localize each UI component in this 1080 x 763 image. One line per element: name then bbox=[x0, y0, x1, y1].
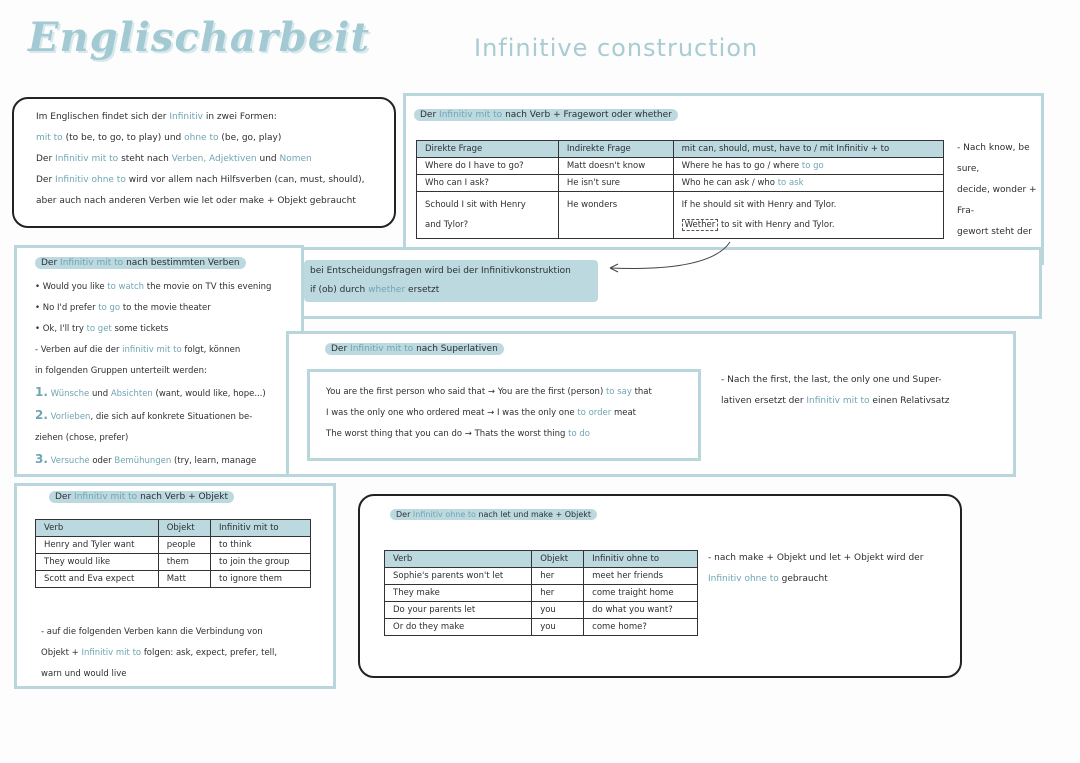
superlatives-heading: Der Infinitiv mit to nach Superlativen bbox=[325, 344, 504, 354]
verb-object-box bbox=[14, 483, 336, 689]
let-make-box bbox=[358, 494, 962, 678]
table-row: Schould I sit with Henry and Tylor? He wonders If he should sit with Henry and Tylor. Wether to sit with Henry and Tylor. bbox=[417, 192, 944, 239]
object-table: Verb Objekt Infinitiv mit to Henry and Tyler want people to think They would like them to join the group Scott and Eva expect Matt to ignore them bbox=[35, 519, 311, 588]
table-row: Where do I have to go? Matt doesn't know Where he has to go / where to go bbox=[417, 158, 944, 175]
verbs-heading: Der Infinitiv mit to nach bestimmten Verben bbox=[35, 258, 246, 268]
object-heading: Der Infinitiv mit to nach Verb + Objekt bbox=[49, 492, 234, 502]
letmake-heading: Der Infinitiv ohne to nach let und make + Objekt bbox=[390, 510, 597, 519]
table-row: Henry and Tyler want people to think bbox=[36, 537, 311, 554]
page-subtitle: Infinitive construction bbox=[474, 34, 759, 62]
certain-verbs-box: Der Infinitiv mit to nach bestimmten Verben • Would you like to watch the movie on TV this evening • No I'd prefer to go to the movie theater • Ok, I'll try to get some tickets - Verben auf die der infinitiv mit to folgt, können in folgenden Gruppen unterteilt werden: 1. Wünsche und Absichten (want, would like, hope...) 2. Vorlieben, die sich auf konkrete Situationen be- ziehen (chose, prefer) 3. Versuche oder Bemühungen (try, learn, manage bbox=[14, 245, 304, 477]
letmake-note: - nach make + Objekt und let + Objekt wird der Infinitiv ohne to gebraucht bbox=[708, 553, 924, 584]
object-note: - auf die folgenden Verben kann die Verbindung von Objekt + Infinitiv mit to folgen: ask, expect, prefer, tell, warn und would live bbox=[41, 627, 278, 679]
table-row: They would like them to join the group bbox=[36, 554, 311, 571]
questions-note: - Nach know, be sure, decide, wonder + Fra- gewort steht der bbox=[957, 143, 1037, 237]
page-title: Englischarbeit bbox=[28, 14, 370, 61]
table-row: Do your parents let you do what you want? bbox=[385, 602, 698, 619]
superlatives-note: - Nach the first, the last, the only one und Super- lativen ersetzt der Infinitiv mit to einen Relativsatz bbox=[721, 375, 950, 406]
table-row: They make her come traight home bbox=[385, 585, 698, 602]
superlatives-box bbox=[286, 331, 1016, 477]
questions-heading: Der Infinitiv mit to nach Verb + Fragewort oder whether bbox=[414, 110, 678, 120]
table-row: Sophie's parents won't let her meet her friends bbox=[385, 568, 698, 585]
arrow-icon bbox=[600, 238, 740, 278]
letmake-table: Verb Objekt Infinitiv ohne to Sophie's parents won't let her meet her friends They make her come traight home Do your parents let you do what you want? Or do they make you come home? bbox=[384, 550, 698, 636]
superlatives-examples: You are the first person who said that → You are the first (person) to say that I was the only one who ordered meat → I was the only one to order meat The worst thing that you can do → Thats the worst thing to do bbox=[307, 369, 701, 461]
intro-box: Im Englischen findet sich der Infinitiv in zwei Formen: mit to (to be, to go, to play) und ohne to (be, go, play) Der Infinitiv mit to steht nach Verben, Adjektiven und Nomen Der Infinitiv ohne to wird vor allem nach Hilfsverben (can, must, should), aber auch nach anderen Verben wie let oder make + Objekt gebraucht bbox=[12, 97, 396, 228]
decision-note: bei Entscheidungsfragen wird bei der Infinitivkonstruktion if (ob) durch whether ersetzt bbox=[304, 260, 598, 302]
table-row: Scott and Eva expect Matt to ignore them bbox=[36, 571, 311, 588]
table-row: Or do they make you come home? bbox=[385, 619, 698, 636]
table-row: Who can I ask? He isn't sure Who he can ask / who to ask bbox=[417, 175, 944, 192]
questions-table: Direkte Frage Indirekte Frage mit can, should, must, have to / mit Infinitiv + to Where do I have to go? Matt doesn't know Where he has to go / where to go Who can I ask? He isn't sure Who he can ask / who to ask Schould I sit with Henry and Tylor? He wonders If he should sit with Henry and Tylor. Wether to sit with Henry and Tylor. bbox=[416, 140, 944, 239]
